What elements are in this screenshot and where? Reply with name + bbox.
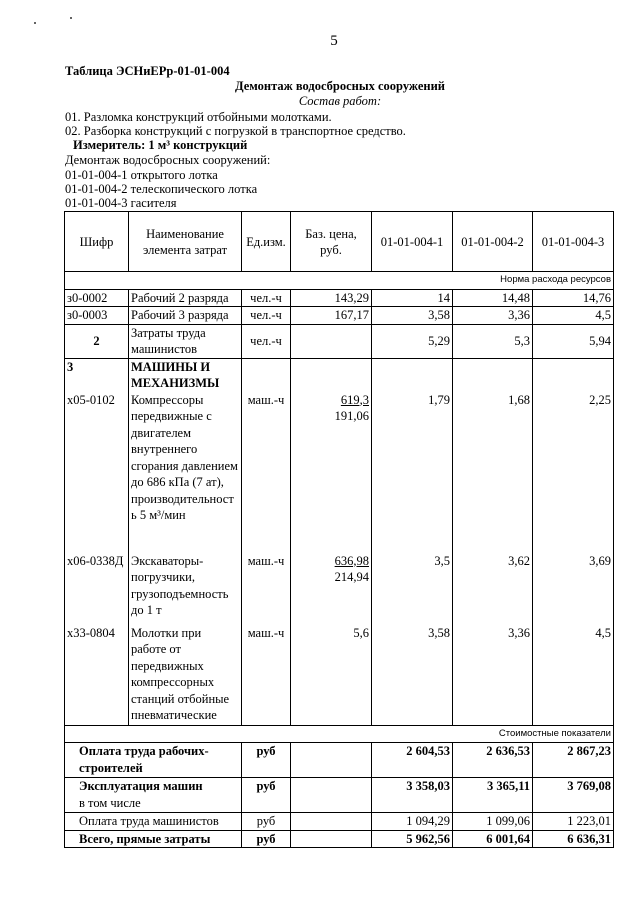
header-col3: 01-01-004-3: [533, 212, 614, 272]
row-unit: чел.-ч: [242, 289, 291, 307]
table-row: [65, 289, 614, 307]
work-composition-heading: Состав работ:: [298, 94, 382, 108]
cost-unit: руб: [242, 830, 291, 848]
cost-price-empty: [291, 778, 372, 813]
table-row: [65, 324, 614, 358]
cost-value-3: 1 223,01: [533, 813, 614, 831]
scope-heading: Демонтаж водосбросных сооружений:: [65, 153, 271, 167]
row-value-1: 14: [372, 289, 453, 307]
row-value-2: 14,48: [453, 289, 533, 307]
cost-unit: руб: [242, 778, 291, 813]
cost-band-label: Стоимостные показатели: [65, 725, 614, 743]
cost-value-3: 3 769,08: [533, 778, 614, 813]
header-col2: 01-01-004-2: [453, 212, 533, 272]
row-value-1: 3,58: [372, 307, 453, 325]
header-col1: 01-01-004-1: [372, 212, 453, 272]
machine-price: 5,6: [353, 625, 369, 640]
row-price: 167,17: [291, 307, 372, 325]
row-code: 2: [65, 324, 129, 358]
scan-speck: [34, 22, 36, 24]
row-unit: чел.-ч: [242, 324, 291, 358]
row-price: 143,29: [291, 289, 372, 307]
machine-value-1: 1,79: [428, 392, 450, 407]
work-item: 02. Разборка конструкций с погрузкой в транспортное средство.: [65, 124, 406, 138]
table-code: Таблица ЭСНиЕРр-01-01-004: [65, 64, 230, 78]
section-code: 3: [67, 359, 74, 374]
table-header-row: [65, 212, 614, 272]
machine-code: х05-0102: [67, 392, 115, 407]
row-value-2: 3,36: [453, 307, 533, 325]
scan-speck: [70, 17, 72, 19]
cost-value-1: 2 604,53: [372, 743, 453, 778]
machines-block: [65, 358, 614, 725]
page-number: 5: [330, 33, 338, 49]
machines-value1-cell: [372, 358, 453, 725]
row-value-3: 5,94: [533, 324, 614, 358]
machine-name: Компрессоры передвижные с двигателем внутреннего сгорания давлением до 686 кПа (7 ат), производительност ь 5 м³/мин: [131, 392, 238, 522]
cost-name: Оплата труда рабочих-строителей: [65, 743, 242, 778]
work-item: 01. Разломка конструкций отбойными молотками.: [65, 110, 332, 124]
cost-value-2: 6 001,64: [453, 830, 533, 848]
cost-row: [65, 778, 614, 813]
cost-price-empty: [291, 743, 372, 778]
machines-value2-cell: [453, 358, 533, 725]
cost-name-cell: [65, 778, 242, 813]
cost-band-row: [65, 725, 614, 743]
cost-unit: руб: [242, 813, 291, 831]
cost-price-empty: [291, 830, 372, 848]
resource-table: [64, 211, 614, 848]
cost-row: [65, 743, 614, 778]
scope-item: 01-01-004-3 гасителя: [65, 196, 177, 210]
row-name: Рабочий 3 разряда: [129, 307, 242, 325]
section-title: МАШИНЫ И МЕХАНИЗМЫ: [131, 359, 220, 390]
cost-value-1: 3 358,03: [372, 778, 453, 813]
row-code: з0-0002: [65, 289, 129, 307]
machine-value-3: 2,25: [589, 392, 611, 407]
cost-value-3: 6 636,31: [533, 830, 614, 848]
cost-value-1: 1 094,29: [372, 813, 453, 831]
row-code: з0-0003: [65, 307, 129, 325]
machine-unit: маш.-ч: [247, 553, 285, 568]
row-price: [291, 324, 372, 358]
machine-value-2: 3,36: [508, 625, 530, 640]
machine-value-2: 3,62: [508, 553, 530, 568]
header-code: Шифр: [65, 212, 129, 272]
header-price: Баз. цена, руб.: [291, 212, 372, 272]
cost-unit: руб: [242, 743, 291, 778]
machine-value-2: 1,68: [508, 392, 530, 407]
header-unit: Ед.изм.: [242, 212, 291, 272]
row-value-2: 5,3: [453, 324, 533, 358]
scope-item: 01-01-004-1 открытого лотка: [65, 168, 218, 182]
machine-unit: маш.-ч: [247, 625, 285, 640]
machine-value-3: 3,69: [589, 553, 611, 568]
cost-row: [65, 830, 614, 848]
cost-value-1: 5 962,56: [372, 830, 453, 848]
machine-name: Молотки при работе от передвижных компрессорных станций отбойные пневматические: [131, 625, 230, 722]
cost-value-3: 2 867,23: [533, 743, 614, 778]
norm-band-row: [65, 272, 614, 290]
machine-price: 619,3: [340, 392, 369, 407]
machine-code: х33-0804: [67, 625, 115, 640]
table-row: [65, 307, 614, 325]
machine-name: Экскаваторы-погрузчики, грузоподъемность до 1 т: [131, 553, 229, 617]
cost-name: Эксплуатация машин: [79, 779, 203, 793]
cost-value-2: 3 365,11: [453, 778, 533, 813]
machines-unit-cell: [242, 358, 291, 725]
machines-name-cell: [129, 358, 242, 725]
row-value-3: 4,5: [533, 307, 614, 325]
header-name: Наименование элемента затрат: [129, 212, 242, 272]
cost-row: [65, 813, 614, 831]
machines-value3-cell: [533, 358, 614, 725]
row-unit: чел.-ч: [242, 307, 291, 325]
row-value-1: 5,29: [372, 324, 453, 358]
meter-label: Измеритель: 1 м³ конструкций: [73, 138, 248, 152]
machines-code-cell: [65, 358, 129, 725]
cost-name: Всего, прямые затраты: [65, 830, 242, 848]
machines-price-cell: [291, 358, 372, 725]
machine-price-operator: 214,94: [334, 570, 369, 584]
machine-price: 636,98: [334, 553, 369, 568]
cost-value-2: 1 099,06: [453, 813, 533, 831]
machine-code: х06-0338Д: [67, 553, 124, 568]
row-name: Затраты труда машинистов: [129, 324, 242, 358]
cost-name: Оплата труда машинистов: [65, 813, 242, 831]
scope-item: 01-01-004-2 телескопического лотка: [65, 182, 258, 196]
machine-value-1: 3,58: [428, 625, 450, 640]
row-name: Рабочий 2 разряда: [129, 289, 242, 307]
machine-value-1: 3,5: [434, 553, 450, 568]
machine-price-operator: 191,06: [334, 409, 369, 423]
document-title: Демонтаж водосбросных сооружений: [235, 79, 445, 93]
norm-band-label: Норма расхода ресурсов: [65, 272, 614, 290]
machine-value-3: 4,5: [595, 625, 611, 640]
row-value-3: 14,76: [533, 289, 614, 307]
cost-name-sub: в том числе: [79, 795, 141, 810]
machine-unit: маш.-ч: [247, 392, 285, 407]
cost-price-empty: [291, 813, 372, 831]
cost-value-2: 2 636,53: [453, 743, 533, 778]
